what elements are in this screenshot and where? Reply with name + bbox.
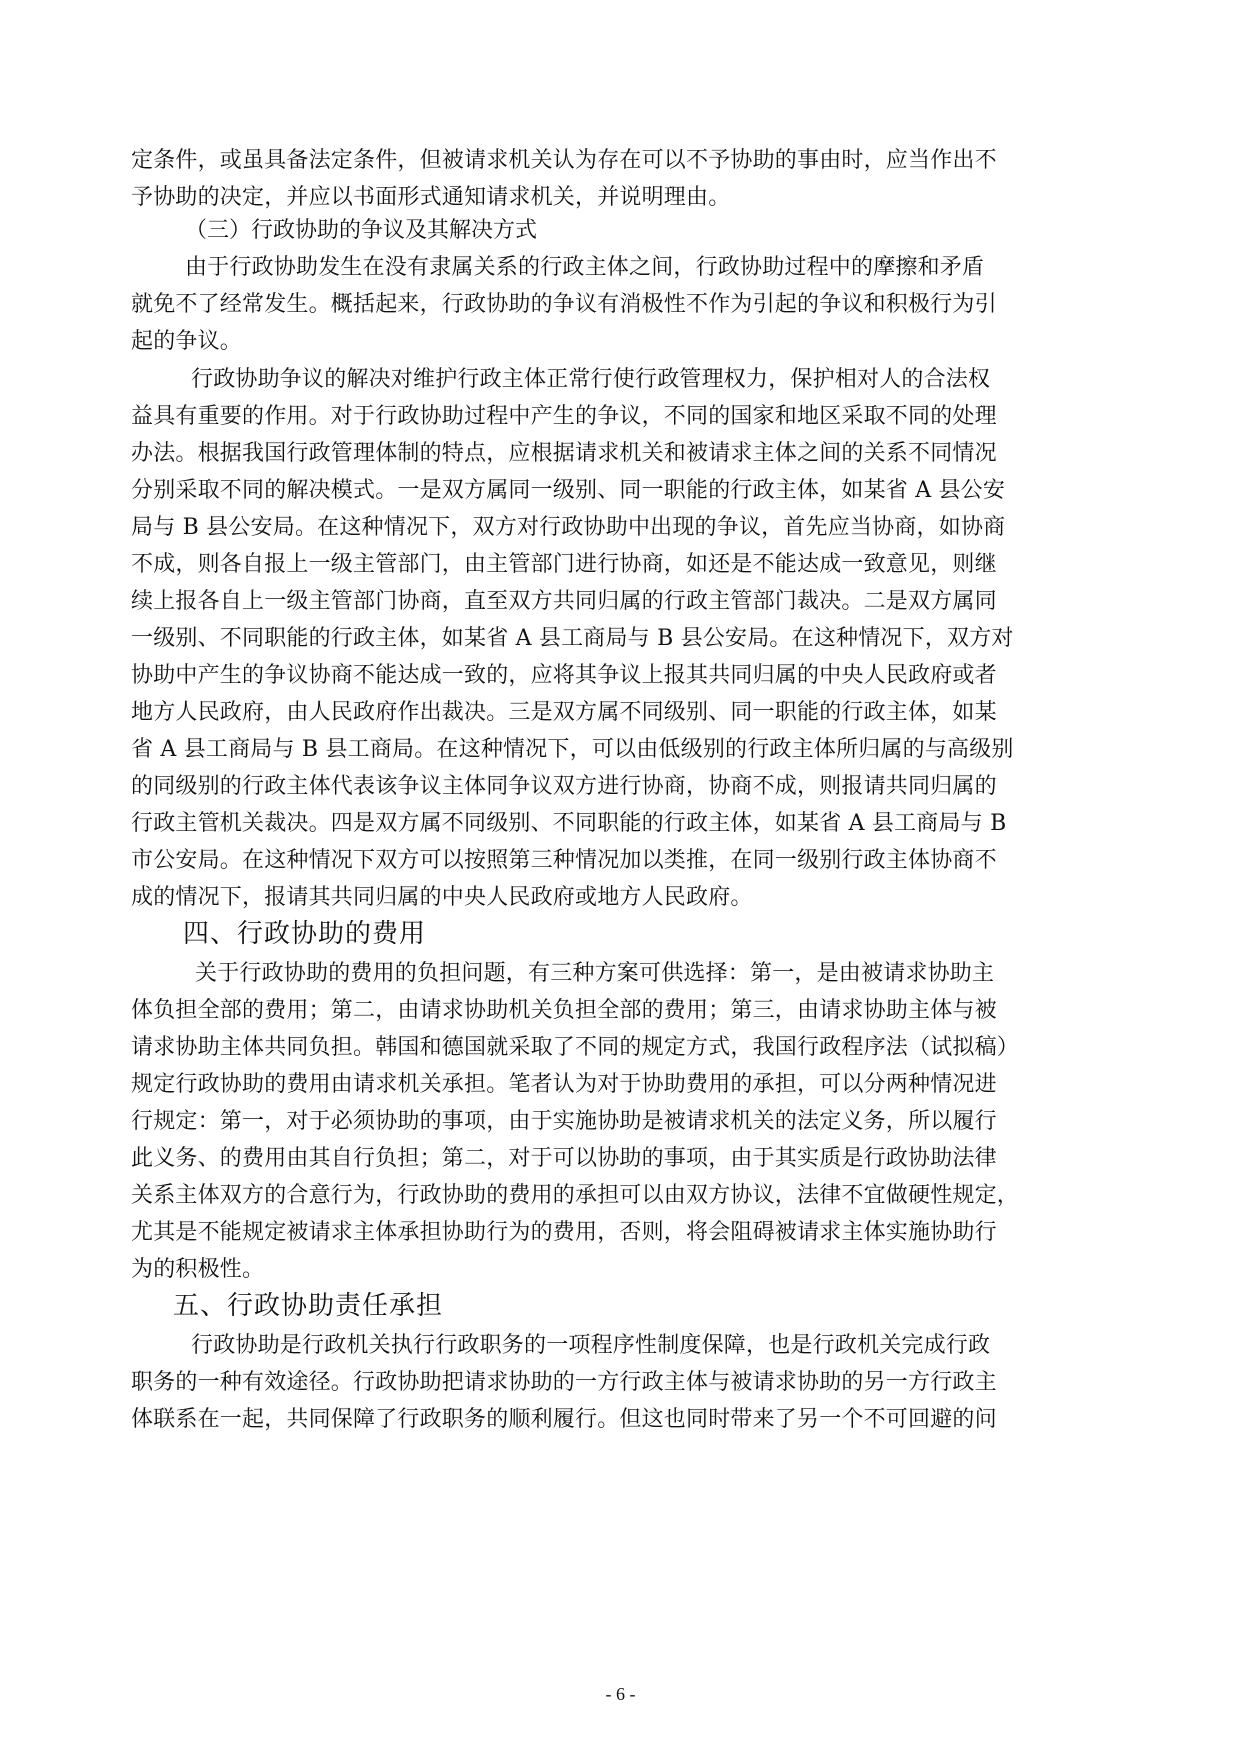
body-line: 行规定：第一，对于必须协助的事项，由于实施协助是被请求机关的法定义务，所以履行 <box>131 1109 997 1134</box>
body-line: 体联系在一起，共同保障了行政职务的顺利履行。但这也同时带来了另一个不可回避的问 <box>131 1407 997 1432</box>
body-line: 一级别、不同职能的行政主体，如某省 A 县工商局与 B 县公安局。在这种情况下，双方对 <box>131 626 1014 651</box>
body-line: 此义务、的费用由其自行负担；第二，对于可以协助的事项，由于其实质是行政协助法律 <box>131 1146 997 1171</box>
body-line: 地方人民政府，由人民政府作出裁决。三是双方属不同级别、同一职能的行政主体，如某 <box>131 700 997 725</box>
body-line: 分别采取不同的解决模式。一是双方属同一级别、同一职能的行政主体，如某省 A 县公安 <box>131 478 1006 503</box>
body-line: 省 A 县工商局与 B 县工商局。在这种情况下，可以由低级别的行政主体所归属的与高级别 <box>131 737 1014 762</box>
body-line: 体负担全部的费用；第二，由请求协助机关负担全部的费用；第三，由请求协助主体与被 <box>131 998 997 1023</box>
body-line: 办法。根据我国行政管理体制的特点，应根据请求机关和被请求主体之间的关系不同情况 <box>131 441 997 466</box>
body-line: 予协助的决定，并应以书面形式通知请求机关，并说明理由。 <box>131 185 731 210</box>
section-heading: 四、行政协助的费用 <box>183 919 427 949</box>
body-line: 为的积极性。 <box>131 1257 265 1282</box>
body-line: 局与 B 县公安局。在这种情况下，双方对行政协助中出现的争议，首先应当协商，如协商 <box>131 515 1006 540</box>
body-line: 行政协助是行政机关执行行政职务的一项程序性制度保障，也是行政机关完成行政 <box>191 1333 991 1358</box>
body-line: 成的情况下，报请其共同归属的中央人民政府或地方人民政府。 <box>131 885 753 910</box>
body-line: 尤其是不能规定被请求主体承担协助行为的费用，否则，将会阻碍被请求主体实施协助行 <box>131 1220 997 1245</box>
section-heading: 五、行政协助责任承担 <box>173 1291 444 1321</box>
body-line: 由于行政协助发生在没有隶属关系的行政主体之间，行政协助过程中的摩擦和矛盾 <box>185 255 985 280</box>
body-line: 定条件，或虽具备法定条件，但被请求机关认为存在可以不予协助的事由时，应当作出不 <box>131 148 997 173</box>
body-line: 行政协助争议的解决对维护行政主体正常行使行政管理权力，保护相对人的合法权 <box>191 367 991 392</box>
body-line: 关于行政协助的费用的负担问题，有三种方案可供选择：第一，是由被请求协助主 <box>195 961 995 986</box>
body-line: 的同级别的行政主体代表该争议主体同争议双方进行协商，协商不成，则报请共同归属的 <box>131 774 997 799</box>
body-line: 职务的一种有效途径。行政协助把请求协助的一方行政主体与被请求协助的另一方行政主 <box>131 1370 997 1395</box>
page-number: - 6 - <box>605 1684 636 1704</box>
section-subheading: （三）行政协助的争议及其解决方式 <box>185 218 538 243</box>
body-line: 起的争议。 <box>131 329 243 354</box>
body-line: 续上报各自上一级主管部门协商，直至双方共同归属的行政主管部门裁决。二是双方属同 <box>131 589 997 614</box>
body-line: 就免不了经常发生。概括起来，行政协助的争议有消极性不作为引起的争议和积极行为引 <box>131 292 997 317</box>
body-line: 协助中产生的争议协商不能达成一致的，应将其争议上报其共同归属的中央人民政府或者 <box>131 663 997 688</box>
body-line: 益具有重要的作用。对于行政协助过程中产生的争议，不同的国家和地区采取不同的处理 <box>131 404 997 429</box>
body-line: 市公安局。在这种情况下双方可以按照第三种情况加以类推，在同一级别行政主体协商不 <box>131 848 997 873</box>
body-line: 不成，则各自报上一级主管部门，由主管部门进行协商，如还是不能达成一致意见，则继 <box>131 552 997 577</box>
body-line: 关系主体双方的合意行为，行政协助的费用的承担可以由双方协议，法律不宜做硬性规定， <box>131 1183 1020 1208</box>
body-line: 请求协助主体共同负担。韩国和德国就采取了不同的规定方式，我国行政程序法（试拟稿） <box>131 1035 1020 1060</box>
body-line: 行政主管机关裁决。四是双方属不同级别、不同职能的行政主体，如某省 A 县工商局与 B <box>131 811 1007 836</box>
body-line: 规定行政协助的费用由请求机关承担。笔者认为对于协助费用的承担，可以分两种情况进 <box>131 1072 997 1097</box>
